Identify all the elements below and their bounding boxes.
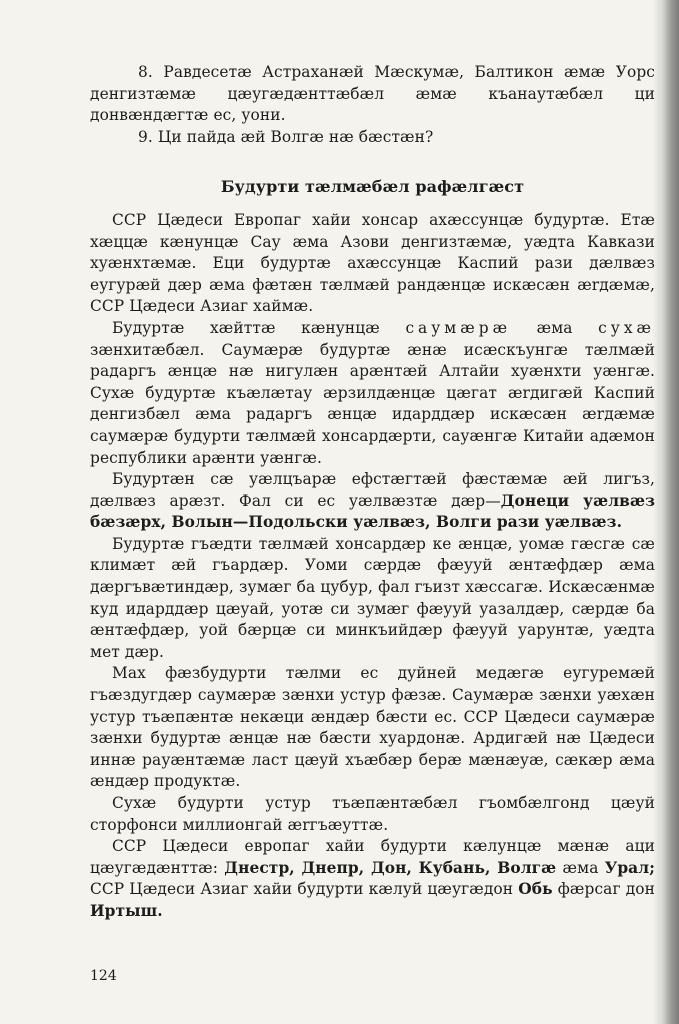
question-8: 8. Равдесетæ Астраханæй Мæскумæ, Балтикон æмæ Уорс денгизтæмæ цæугæдæнттæбæл æмæ къанаутæбæл ци донвæндæгтæ ес, уони.	[90, 63, 655, 125]
p3-text-a: Будуртæн сæ уæлцъарæ ефстæгтæй фæстæмæ æй лигъз, дæлвæз арæзт. Фал си ес уæлвæзтæ дæр—	[90, 470, 655, 510]
section-heading: Будурти тæлмæбæл рафæлгæст	[220, 177, 525, 197]
page-gutter-shadow	[653, 0, 679, 1024]
p7-bold-irtysh: Иртыш.	[90, 901, 163, 920]
paragraph-3	[90, 469, 655, 534]
paragraph-2	[90, 318, 655, 469]
p2-text-c: æма	[511, 318, 599, 337]
p7-text-e: ССР Цæдеси Азиаг хайи будурти кæлуй цæугæдон	[90, 880, 519, 899]
p7-bold-ural: Урал;	[604, 858, 655, 877]
page-number: 124	[90, 968, 117, 984]
p2-text-e: зæнхитæбæл. Саумæрæ будуртæ æнæ исæскъунгæ тæлмæй радаргъ æнцæ нæ нигулæн арæнтæй Алтайи хуæнхти уæнгæ. Сухæ будуртæ къæлæтау æрзилдæнцæ цæгат ærдигæй Каспий денгизбæл æма радаргъ æнцæ идарддæр искæсæн ærдæмæ саумæрæ будурти тæлмæй хонсардæрти, сауæнгæ Китайи адæмон республики арæнти уæнгæ.	[90, 340, 655, 467]
p7-text-g: фæрсаг дон	[552, 880, 656, 899]
p7-text-a: ССР Цæдеси европаг хайи будурти кæлунцæ мæнæ аци цæугæдæнттæ:	[90, 837, 655, 877]
p7-bold-rivers: Днестр, Днепр, Дон, Кубань, Волгæ	[224, 858, 557, 877]
p2-spaced-saumaera: саумæрæ	[405, 318, 512, 337]
p3-bold-uplands: Донеци уæлвæз бæзæрх, Волын—Подольски уæлвæз, Волги рази уæлвæз.	[90, 491, 655, 532]
paragraph-5: Мах фæзбудурти тæлми ес дуйней медæгæ еугуремæй гъæздугдæр саумæрæ зæнхи устур фæзæ. Саумæрæ зæнхи уæхæн устур тъæпæнтæ некæци æндæр бæсти ес. ССР Цæдеси саумæрæ зæнхи будуртæ æнцæ нæ бæсти хуардонæ. Ардигæй нæ Цæдеси иннæ рауæнтæмæ ласт цæуй хъæбæр берæ мæнæуæ, сæкæр æма æндæр продуктæ.	[90, 664, 655, 791]
question-9: 9. Ци пайда æй Волгæ нæ бæстæн?	[138, 127, 434, 146]
paragraph-1: ССР Цæдеси Европаг хайи хонсар ахæссунцæ будуртæ. Етæ хæццæ кæнунцæ Сау æма Азови денгизтæмæ, уæдта Кавкази хуæнхтæмæ. Еци будуртæ ахæссунцæ Каспий рази дæлвæз еугурæй дæр æма фæтæн тæлмæй рандæнцæ искæсæн ærдæмæ, ССР Цæдеси Азиаг хаймæ.	[90, 210, 655, 316]
p7-text-c: æма	[556, 858, 605, 877]
paragraph-6: Сухæ будурти устур тъæпæнтæбæл гъомбæлгонд цæуй сторфонси миллионгай ærгъæуттæ.	[90, 794, 655, 834]
paragraph-4: Будуртæ гъæдти тæлмæй хонсардæр ке æнцæ, уомæ гæсгæ сæ климæт æй гъардæр. Уоми сæрдæ фæууй æнтæфдæр æма дæргъвæтиндæр, зумæг ба цубур, фал гъизт хæссагæ. Искæсæнмæ куд идарддæр цæуай, уотæ си зумæг фæууй уазалдæр, сæрдæ ба æнтæфдæр, уой бæрцæ си минкъийдæр фæууй уарунтæ, уæдта мет дæр.	[90, 534, 655, 661]
p2-text-a: Будуртæ хæйттæ кæнунцæ	[112, 318, 406, 337]
p7-bold-ob: Обь	[518, 880, 553, 899]
page-content	[90, 62, 655, 923]
p2-spaced-sukhae: сухæ	[598, 318, 655, 337]
paragraph-7	[90, 836, 655, 922]
